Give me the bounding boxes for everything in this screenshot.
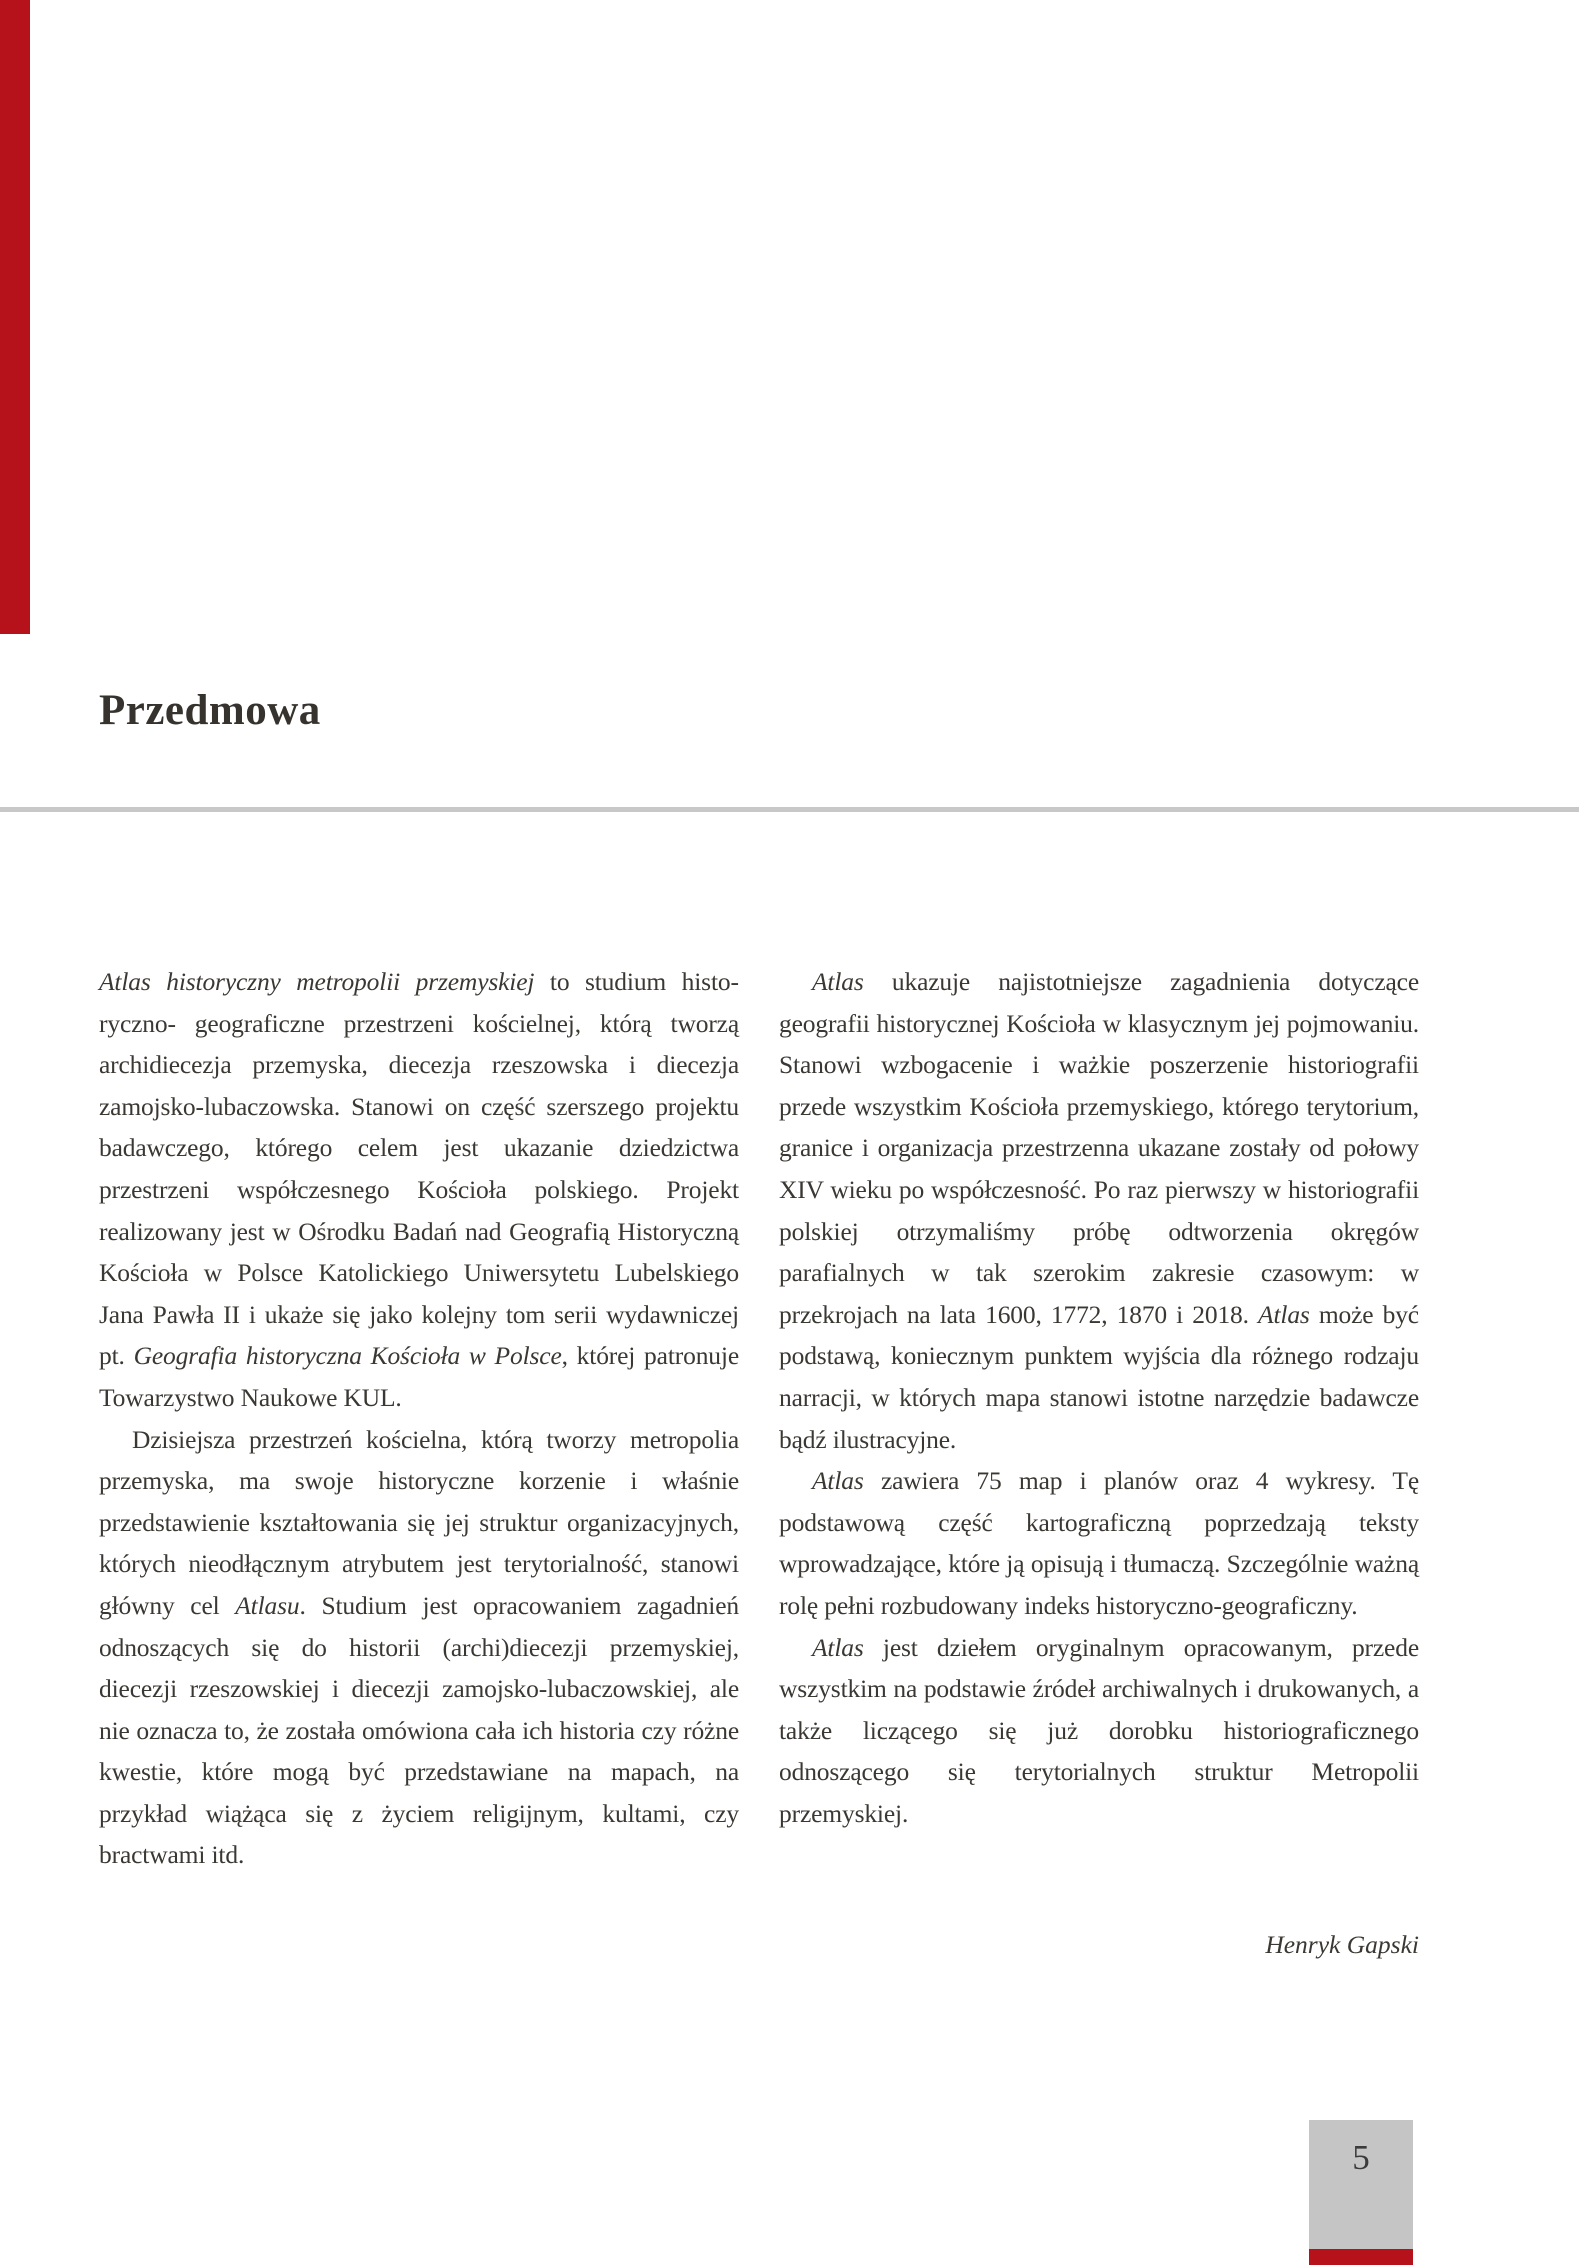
page-number-box xyxy=(1309,2120,1413,2249)
page-number: 5 xyxy=(1352,2138,1370,2177)
page-title: Przedmowa xyxy=(99,687,321,734)
text-column-right xyxy=(779,961,1419,1834)
paragraph: Atlas historyczny metropolii przemyskiej to studium historyczno- geograficzne przestrzeni kościelnej, którą tworzą archidiecezja przemyska, diecezja rzeszowska i diecezja zamojsko-lubaczowska. Stanowi on część szerszego projektu badawczego, którego celem jest ukazanie dziedzictwa przestrzeni współczesnego Kościoła polskiego. Projekt realizowany jest w Ośrodku Badań nad Geografią Historyczną Kościoła w Polsce Katolickiego Uniwersytetu Lubelskiego Jana Pawła II i ukaże się jako kolejny tom serii wydawniczej pt. Geografia historyczna Kościoła w Polsce, której patronuje Towarzystwo Naukowe KUL. xyxy=(99,967,739,1412)
red-edge-tab-top xyxy=(0,0,30,634)
paragraph: Atlas zawiera 75 map i planów oraz 4 wykresy. Tę podstawową część kartograficzną poprzedzają teksty wprowadzające, które ją opisują i tłumaczą. Szczególnie ważną rolę pełni rozbudowany indeks historyczno-geograficzny. xyxy=(779,1466,1419,1620)
author-signature: Henryk Gapski xyxy=(1265,1930,1419,1959)
paragraph: Dzisiejsza przestrzeń kościelna, którą tworzy metropolia przemyska, ma swoje historyczne korzenie i właśnie przedstawienie kształtowania się jej struktur organizacyjnych, których nieodłącznym atrybutem jest terytorialność, stanowi główny cel Atlasu. Studium jest opracowaniem zagadnień odnoszących się do historii (archi)diecezji przemyskiej, diecezji rzeszowskiej i diecezji zamojsko-lubaczowskiej, ale nie oznacza to, że została omówiona cała ich historia czy różne kwestie, które mogą być przedstawiane na mapach, na przykład wiążąca się z życiem religijnym, kultami, czy bractwami itd. xyxy=(99,1424,739,1870)
paragraph: Atlas ukazuje najistotniejsze zagadnienia dotyczące geografii historycznej Kościoła w klasycznym jej pojmowaniu. Stanowi wzbogacenie i ważkie poszerzenie historiografii przede wszystkim Kościoła przemyskiego, którego terytorium, granice i organizacja przestrzenna ukazane zostały od połowy XIV wieku po współczesność. Po raz pierwszy w historiografii polskiej otrzymaliśmy próbę odtworzenia okręgów parafialnych w tak szerokim zakresie czasowym: w przekrojach na lata 1600, 1772, 1870 i 2018. Atlas może być podstawą, koniecznym punktem wyjścia dla różnego rodzaju narracji, w których mapa stanowi istotne narzędzie badawcze bądź ilustracyjne. xyxy=(779,967,1419,1454)
paragraph: Atlas jest dziełem oryginalnym opracowanym, przede wszystkim na podstawie źródeł archiwalnych i drukowanych, a także liczącego się już dorobku historiograficznego odnoszącego się terytorialnych struktur Metropolii przemyskiej. xyxy=(779,1632,1419,1828)
section-divider-rule xyxy=(0,807,1579,812)
text-column-left xyxy=(99,961,739,1876)
red-edge-tab-bottom xyxy=(1309,2249,1413,2265)
